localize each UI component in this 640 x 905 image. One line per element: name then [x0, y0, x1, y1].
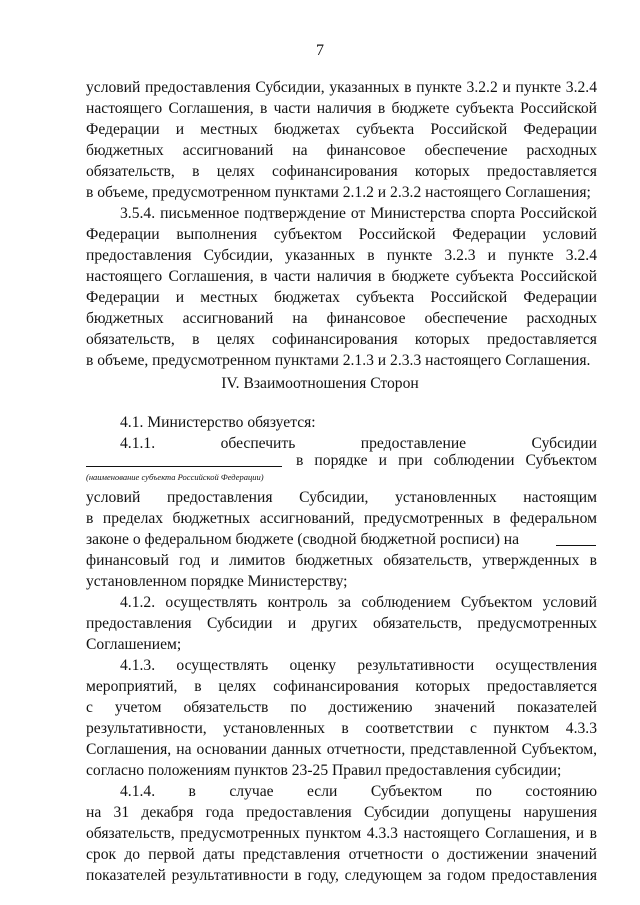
- item-4-1-1-line: в порядке и при соблюдении Субъектом: [296, 452, 597, 469]
- paragraph-line: согласно положениям пунктов 23-25 Правил предоставления субсидии;: [86, 762, 562, 779]
- paragraph-line: обязательств, в целях софинансирования которых предоставляется: [86, 331, 597, 348]
- blank-field-line: [86, 466, 282, 467]
- paragraph-line: Федерации и местных бюджетах субъекта Российской Федерации: [86, 121, 597, 138]
- paragraph-line: законе о федеральном бюджете (сводной бюджетной росписи) на: [86, 531, 520, 548]
- paragraph-line: в пределах бюджетных ассигнований, предусмотренных в федеральном: [86, 510, 597, 527]
- paragraph-line: 4.1.3. осуществлять оценку результативности осуществления: [120, 657, 597, 674]
- paragraph-line: в объеме, предусмотренном пунктами 2.1.2 и 2.3.2 настоящего Соглашения;: [86, 184, 591, 201]
- paragraph-line: результативности, установленных в соответствии с пунктом 4.3.3: [86, 720, 597, 737]
- paragraph-line: условий предоставления Субсидии, установленных настоящим: [86, 489, 597, 506]
- paragraph-line: бюджетных ассигнований на финансовое обеспечение расходных: [86, 310, 597, 327]
- paragraph-line: с учетом обязательств по достижению значений показателей: [86, 699, 597, 716]
- paragraph-line: мероприятий, в целях софинансирования которых предоставляется: [86, 678, 597, 695]
- paragraph-line: 4.1.4. в случае если Субъектом по состоянию: [120, 783, 597, 800]
- field-caption: (наименование субъекта Российской Федерации): [86, 472, 264, 482]
- paragraph-line: Соглашения, на основании данных отчетности, представленной Субъектом,: [86, 741, 597, 758]
- paragraph-line: бюджетных ассигнований на финансовое обеспечение расходных: [86, 142, 597, 159]
- paragraph-line: Федерации выполнения субъектом Российской Федерации условий: [86, 226, 597, 243]
- item-4-1: 4.1. Министерство обязуется:: [120, 414, 316, 431]
- paragraph-line: настоящего Соглашения, в части наличия в бюджете субъекта Российской: [86, 268, 597, 285]
- section-heading: IV. Взаимоотношения Сторон: [221, 375, 419, 392]
- paragraph-line: Соглашением;: [86, 636, 182, 653]
- item-4-1-1-line: 4.1.1. обеспечить предоставление Субсидии: [120, 435, 597, 452]
- paragraph-line: настоящего Соглашения, в части наличия в бюджете субъекта Российской: [86, 100, 597, 117]
- paragraph-line: обязательств, предусмотренных пунктом 4.3.3 настоящего Соглашения, и в: [86, 825, 597, 842]
- paragraph-line: обязательств, в целях софинансирования которых предоставляется: [86, 163, 597, 180]
- paragraph-line: финансовый год и лимитов бюджетных обязательств, утвержденных в: [86, 552, 597, 569]
- paragraph-line: Федерации и местных бюджетах субъекта Российской Федерации: [86, 289, 597, 306]
- paragraph-line: условий предоставления Субсидии, указанных в пункте 3.2.2 и пункте 3.2.4: [86, 79, 597, 96]
- page-number: 7: [316, 42, 324, 59]
- paragraph-line: в объеме, предусмотренном пунктами 2.1.3 и 2.3.3 настоящего Соглашения.: [86, 352, 591, 369]
- paragraph-line: предоставления Субсидии и других обязательств, предусмотренных: [86, 615, 597, 632]
- paragraph-line: срок до первой даты представления отчетности о достижении значений: [86, 846, 597, 863]
- paragraph-line: на 31 декабря года предоставления Субсидии допущены нарушения: [86, 804, 597, 821]
- paragraph-line: показателей результативности в году, следующем за годом предоставления: [86, 867, 597, 884]
- paragraph-line: 3.5.4. письменное подтверждение от Министерства спорта Российской: [120, 205, 597, 222]
- paragraph-line: предоставления Субсидии, указанных в пункте 3.2.3 и пункте 3.2.4: [86, 247, 597, 264]
- paragraph-line: 4.1.2. осуществлять контроль за соблюдением Субъектом условий: [120, 594, 597, 611]
- paragraph-line: установленном порядке Министерству;: [86, 573, 348, 590]
- blank-field-line: [556, 545, 596, 546]
